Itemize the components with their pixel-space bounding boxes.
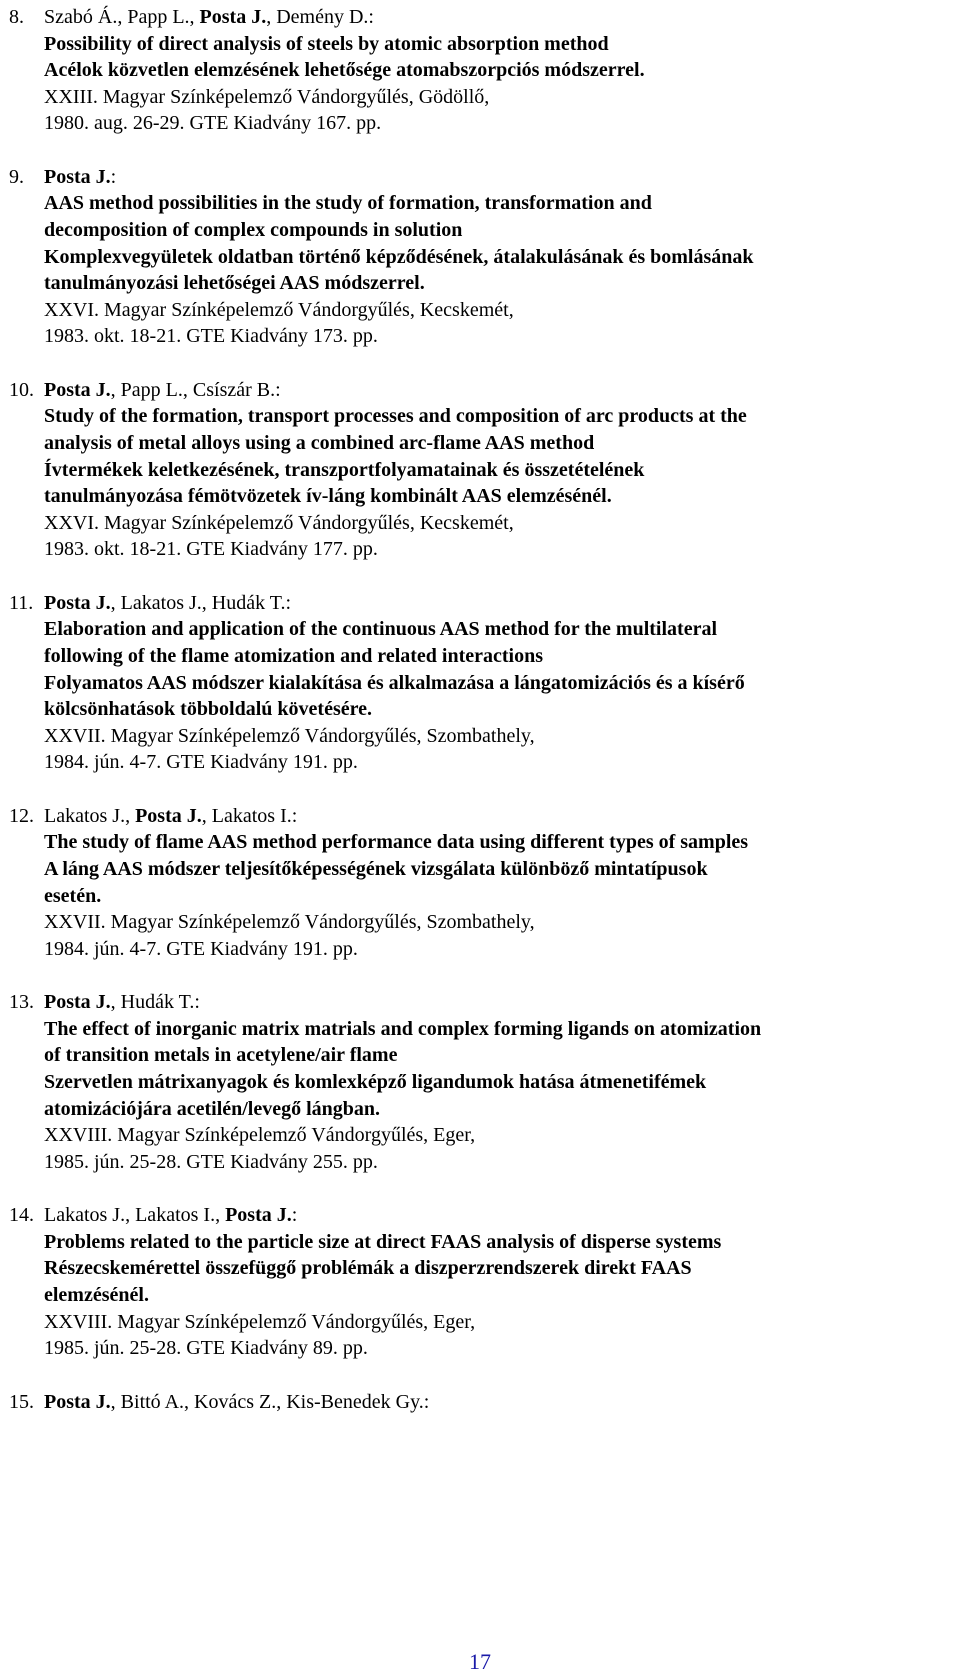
author-separator: : — [275, 378, 281, 401]
author-separator: , — [266, 6, 277, 28]
reference-title-line: decomposition of complex compounds in solution — [44, 219, 463, 241]
reference-title-line: esetén. — [44, 884, 102, 907]
author-name: Posta J. — [44, 591, 111, 614]
reference-author-line — [9, 988, 200, 1016]
author-separator: , — [201, 591, 212, 614]
reference-number: 11. — [9, 591, 34, 614]
reference-venue-line: 1985. jún. 25-28. GTE Kiadvány 89. pp. — [44, 1337, 368, 1360]
reference-title-line: Ívtermékek keletkezésének, transzportfolyamatainak és összetételének — [44, 458, 645, 481]
author-separator: , — [182, 378, 193, 401]
author-name: Posta J. — [225, 1204, 292, 1227]
author-name: Posta J. — [135, 804, 202, 827]
author-name: Posta J. — [44, 378, 111, 401]
reference-venue-line: 1983. okt. 18-21. GTE Kiadvány 177. pp. — [44, 538, 378, 561]
author-separator: , — [276, 1390, 287, 1413]
author-name: Lakatos J. — [44, 1204, 126, 1227]
author-name: Posta J. — [199, 6, 267, 28]
reference-author-line — [9, 3, 374, 31]
author-name: Lakatos J. — [44, 804, 126, 827]
reference-title-line: kölcsönhatások többoldalú követésére. — [44, 698, 373, 721]
author-separator: , — [125, 804, 136, 827]
reference-venue-line: XXVI. Magyar Színképelemző Vándorgyűlés, Kecskemét, — [44, 511, 514, 534]
reference-author-line — [9, 802, 297, 830]
author-separator: : — [291, 1204, 298, 1227]
reference-title-line: tanulmányozása fémötvözetek ív-láng kombinált AAS elemzésénél. — [44, 485, 612, 508]
reference-venue-line: XXVIII. Magyar Színképelemző Vándorgyűlés, Eger, — [44, 1124, 476, 1147]
reference-title-line: Komplexvegyületek oldatban történő képződésének, átalakulásának és bomlásának — [44, 245, 754, 268]
author-separator: , — [110, 591, 121, 614]
author-separator: , — [201, 804, 212, 827]
reference-venue-line: XXVII. Magyar Színképelemző Vándorgyűlés, Szombathely, — [44, 911, 535, 934]
author-name: Kis-Benedek Gy. — [286, 1390, 424, 1413]
author-separator: : — [110, 165, 117, 188]
reference-venue-line: 1984. jún. 4-7. GTE Kiadvány 191. pp. — [44, 751, 358, 774]
reference-title-line: Study of the formation, transport processes and composition of arc products at the — [44, 405, 747, 428]
reference-title-line: Szervetlen mátrixanyagok és komlexképző ligandumok hatása átmenetifémek — [44, 1071, 707, 1093]
author-name: Posta J. — [44, 991, 111, 1014]
reference-number: 9. — [9, 165, 24, 188]
reference-venue-line: XXVIII. Magyar Színképelemző Vándorgyűlés, Eger, — [44, 1310, 476, 1333]
reference-number: 14. — [9, 1204, 34, 1227]
author-name: Posta J. — [44, 1390, 111, 1413]
reference-title-line: Acélok közvetlen elemzésének lehetősége atomabszorpciós módszerrel. — [44, 59, 645, 82]
reference-title-line: Folyamatos AAS módszer kialakítása és alkalmazása a lángatomizációs és a kísérő — [44, 671, 745, 694]
reference-venue-line: 1983. okt. 18-21. GTE Kiadvány 173. pp. — [44, 325, 378, 348]
author-separator: , — [189, 6, 200, 28]
author-separator: , — [117, 6, 128, 28]
reference-title-line: Possibility of direct analysis of steels by atomic absorption method — [44, 32, 609, 55]
reference-title-line: Problems related to the particle size at direct FAAS analysis of disperse systems — [44, 1230, 722, 1253]
reference-number: 13. — [9, 991, 34, 1014]
reference-number: 10. — [9, 378, 34, 401]
reference-venue-line: XXIII. Magyar Színképelemző Vándorgyűlés, Gödöllő, — [44, 85, 490, 108]
author-name: Posta J. — [44, 165, 111, 188]
author-name: Lakatos I. — [135, 1204, 216, 1227]
author-separator: , — [110, 378, 121, 401]
author-separator: : — [194, 991, 200, 1014]
author-name: Csíszár B. — [192, 378, 276, 401]
reference-title-line: AAS method possibilities in the study of formation, transformation and — [44, 192, 652, 215]
reference-venue-line: 1980. aug. 26-29. GTE Kiadvány 167. pp. — [44, 112, 382, 135]
reference-title-line: analysis of metal alloys using a combined arc-flame AAS method — [44, 432, 595, 454]
reference-title-line: atomizációjára acetilén/levegő lángban. — [44, 1097, 381, 1120]
reference-author-line — [9, 1201, 297, 1229]
reference-title-line: elemzésénél. — [44, 1284, 149, 1306]
author-separator: , — [215, 1204, 226, 1227]
reference-venue-line: XXVI. Magyar Színképelemző Vándorgyűlés, Kecskemét, — [44, 298, 514, 321]
reference-number: 12. — [9, 804, 34, 827]
author-name: Lakatos J. — [120, 591, 202, 614]
reference-venue-line: XXVII. Magyar Színképelemző Vándorgyűlés, Szombathely, — [44, 724, 535, 747]
author-separator: , — [184, 1390, 195, 1413]
reference-title-line: of transition metals in acetylene/air flame — [44, 1044, 398, 1067]
author-name: Papp L. — [120, 378, 183, 401]
reference-author-line — [9, 376, 281, 404]
author-name: Demény D. — [276, 6, 369, 28]
page-number: 17 — [469, 1649, 491, 1674]
reference-author-line — [9, 589, 291, 617]
author-separator: : — [291, 804, 298, 827]
reference-author-line — [9, 163, 116, 191]
reference-title-line: Elaboration and application of the continuous AAS method for the multilateral — [44, 618, 718, 641]
reference-title-line: The study of flame AAS method performance data using different types of samples — [44, 831, 749, 854]
reference-venue-line: 1984. jún. 4-7. GTE Kiadvány 191. pp. — [44, 937, 358, 960]
author-separator: , — [110, 1390, 121, 1413]
author-separator: , — [110, 991, 121, 1014]
reference-number: 15. — [9, 1390, 34, 1413]
author-name: Hudák T. — [211, 591, 286, 614]
author-separator: : — [285, 591, 292, 614]
reference-title-line: Részecskemérettel összefüggő problémák a diszperzrendszerek direkt FAAS — [44, 1257, 692, 1280]
reference-title-line: A láng AAS módszer teljesítőképességének vizsgálata különböző mintatípusok — [44, 858, 708, 880]
reference-title-line: The effect of inorganic matrix matrials and complex forming ligands on atomization — [44, 1017, 762, 1040]
author-name: Hudák T. — [120, 991, 195, 1014]
reference-author-line — [9, 1388, 429, 1416]
author-name: Lakatos I. — [211, 804, 292, 827]
author-name: Bittó A. — [120, 1390, 185, 1413]
author-name: Szabó Á. — [44, 6, 118, 28]
author-name: Papp L. — [127, 6, 190, 28]
author-separator: : — [423, 1390, 430, 1413]
author-name: Kovács Z. — [194, 1390, 277, 1413]
author-separator: , — [125, 1204, 136, 1227]
reference-number: 8. — [9, 6, 24, 28]
author-separator: : — [368, 6, 374, 28]
reference-title-line: following of the flame atomization and related interactions — [44, 645, 544, 667]
reference-venue-line: 1985. jún. 25-28. GTE Kiadvány 255. pp. — [44, 1150, 378, 1173]
reference-title-line: tanulmányozási lehetőségei AAS módszerrel. — [44, 272, 425, 295]
